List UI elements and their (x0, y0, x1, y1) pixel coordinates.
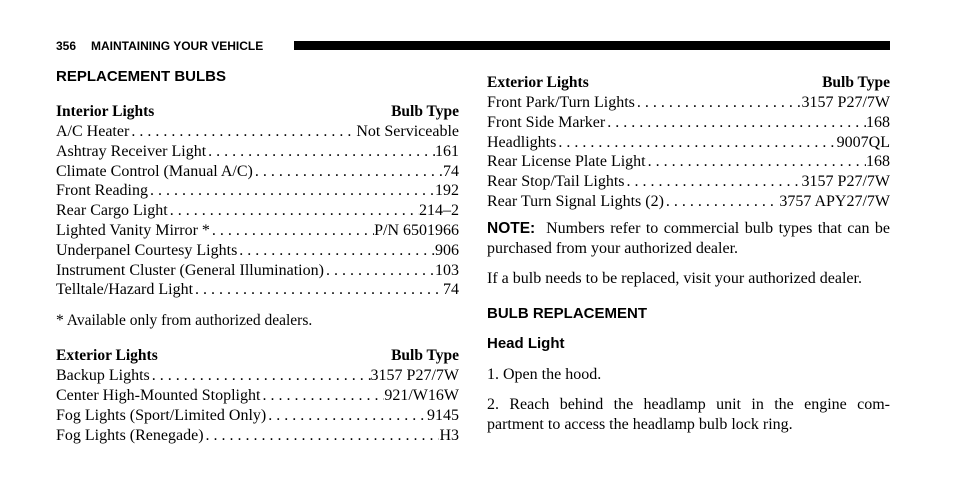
light-name: Climate Control (Manual A/C) (56, 162, 253, 180)
bulb-replacement-title: BULB REPLACEMENT (487, 304, 647, 322)
dot-leader (324, 261, 435, 281)
step-2: 2. Reach behind the headlamp unit in the engine com- partment to access the headlamp bulb lock ring. (487, 395, 890, 433)
head-light-title: Head Light (487, 334, 565, 352)
light-name: Rear License Plate Light (487, 153, 646, 171)
light-name: Rear Turn Signal Lights (2) (487, 192, 664, 210)
light-name: Rear Cargo Light (56, 202, 168, 220)
dot-leader (168, 201, 419, 221)
dot-leader (556, 133, 836, 153)
dot-leader (646, 152, 866, 172)
exterior-lights-list-left (56, 366, 459, 445)
note-paragraph (487, 219, 890, 259)
light-name: Front Side Marker (487, 113, 606, 131)
dot-leader (237, 241, 435, 261)
bulb-type: 9007QL (836, 133, 890, 151)
bulb-type: 921/W16W (384, 386, 459, 404)
light-name: Fog Lights (Sport/Limited Only) (56, 406, 267, 424)
bulb-type: 161 (435, 142, 459, 160)
table-row (56, 221, 459, 241)
dot-leader (253, 162, 443, 182)
bulb-type: 168 (866, 113, 890, 131)
bulb-type: 3157 P27/7W (370, 367, 459, 385)
dot-leader (206, 142, 435, 162)
bulb-type: 192 (435, 182, 459, 200)
note-text: Numbers refer to commercial bulb types that can be purchased from your authorized dealer. (487, 219, 890, 257)
dot-leader (193, 280, 443, 300)
section-title: REPLACEMENT BULBS (56, 68, 227, 85)
bulb-type: 9145 (427, 406, 459, 424)
bulb-type: 214–2 (419, 202, 459, 220)
dot-leader (664, 192, 779, 212)
interior-lights-table-header (56, 102, 459, 122)
light-name: Headlights (487, 133, 557, 151)
light-name: Instrument Cluster (General Illumination) (56, 261, 324, 279)
bulb-type: 168 (866, 153, 890, 171)
exterior-bulb-type-heading-left: Bulb Type (391, 347, 459, 365)
exterior-lights-table-header-left (56, 346, 459, 366)
table-row (56, 280, 459, 300)
table-row (56, 426, 459, 446)
table-row (487, 133, 890, 153)
dot-leader (635, 93, 802, 113)
bulb-type: 906 (435, 241, 459, 259)
table-row (487, 152, 890, 172)
bulb-type: 3757 APY27/7W (779, 192, 890, 210)
bulb-type: 3157 P27/7W (801, 94, 890, 111)
bulb-type: 3157 P27/7W (801, 173, 890, 191)
exterior-lights-heading-left: Exterior Lights (56, 347, 158, 365)
light-name: Front Park/Turn Lights (487, 94, 635, 111)
light-name: Telltale/Hazard Light (56, 281, 194, 299)
left-column (56, 68, 459, 445)
dot-leader (150, 366, 371, 386)
interior-lights-list (56, 122, 459, 300)
right-column (487, 73, 890, 435)
table-row (56, 142, 459, 162)
page-number: 356 (56, 39, 77, 53)
dot-leader (129, 122, 356, 142)
table-row (56, 366, 459, 386)
dot-leader (605, 113, 866, 133)
interior-bulb-type-heading: Bulb Type (391, 103, 459, 120)
exterior-lights-heading-right: Exterior Lights (487, 74, 589, 91)
running-title: MAINTAINING YOUR VEHICLE (91, 39, 264, 53)
exterior-lights-list-right (487, 93, 890, 212)
interior-lights-heading: Interior Lights (56, 103, 155, 120)
footnote: * Available only from authorized dealers. (56, 312, 313, 330)
page-header (56, 37, 890, 55)
table-row (56, 201, 459, 221)
note-label: NOTE: (487, 219, 536, 237)
light-name: Lighted Vanity Mirror * (56, 221, 210, 239)
header-rule (294, 41, 890, 50)
table-row (56, 261, 459, 281)
replace-paragraph: If a bulb needs to be replaced, visit your authorized dealer. (487, 269, 862, 287)
dot-leader (625, 172, 802, 192)
table-row (56, 122, 459, 142)
exterior-lights-table-header-right (487, 73, 890, 93)
dot-leader (266, 406, 427, 426)
table-row (487, 93, 890, 113)
table-row (56, 406, 459, 426)
bulb-type: H3 (439, 426, 459, 444)
table-row (56, 162, 459, 182)
light-name: Fog Lights (Renegade) (56, 426, 204, 444)
dot-leader (204, 426, 440, 446)
dot-leader (260, 386, 384, 406)
dot-leader (210, 221, 374, 241)
light-name: Rear Stop/Tail Lights (487, 173, 625, 191)
table-row (487, 192, 890, 212)
light-name: A/C Heater (56, 123, 130, 140)
light-name: Front Reading (56, 182, 148, 200)
table-row (56, 386, 459, 406)
bulb-type: 74 (443, 162, 459, 180)
table-row (487, 172, 890, 192)
bulb-type: Not Serviceable (356, 123, 459, 140)
table-row (56, 241, 459, 261)
light-name: Center High-Mounted Stoplight (56, 386, 261, 404)
light-name: Ashtray Receiver Light (56, 142, 207, 160)
bulb-type: 74 (443, 281, 459, 299)
table-row (56, 181, 459, 201)
step-1: 1. Open the hood. (487, 365, 602, 383)
light-name: Underpanel Courtesy Lights (56, 241, 238, 259)
light-name: Backup Lights (56, 367, 150, 385)
bulb-type: P/N 6501966 (374, 221, 459, 239)
dot-leader (148, 181, 435, 201)
bulb-type: 103 (435, 261, 459, 279)
table-row (487, 113, 890, 133)
exterior-bulb-type-heading-right: Bulb Type (822, 74, 890, 91)
